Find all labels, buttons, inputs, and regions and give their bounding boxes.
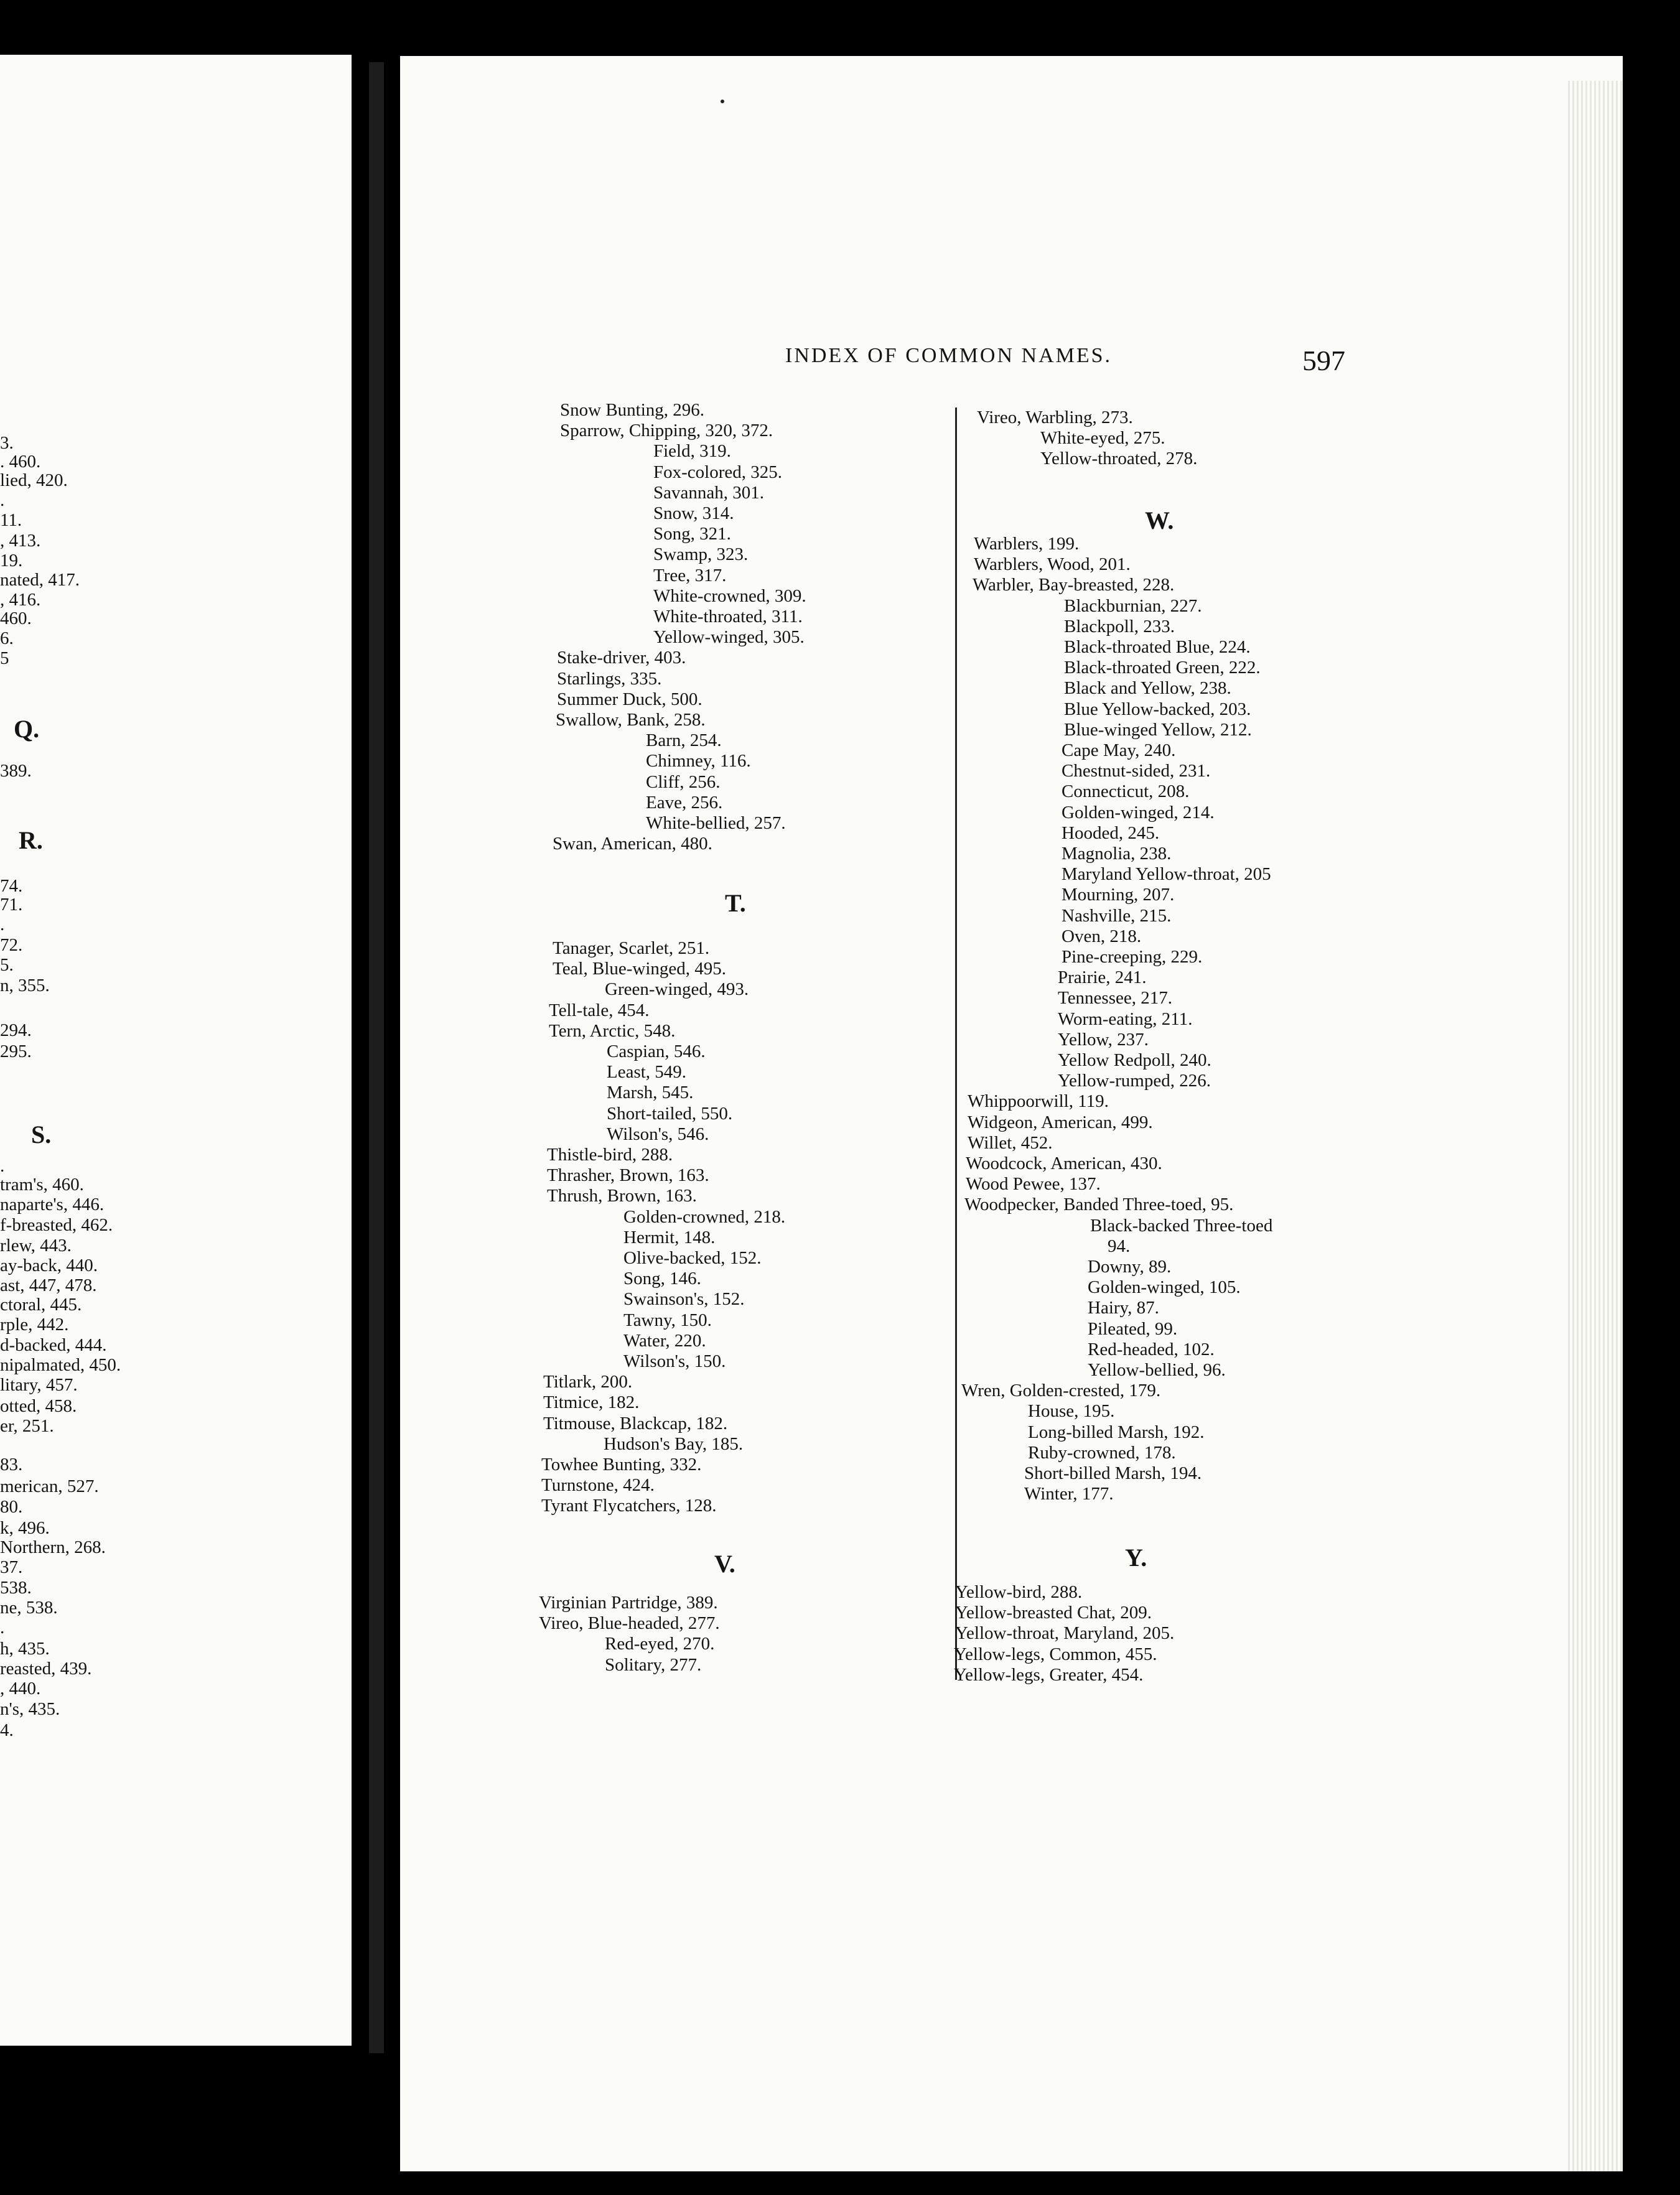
left-index-fragment: ay-back, 440.: [0, 1256, 98, 1275]
left-index-fragment: 6.: [0, 628, 14, 648]
index-entry: Woodpecker, Banded Three-toed, 95.: [964, 1195, 1234, 1215]
left-index-fragment: litary, 457.: [0, 1375, 78, 1395]
left-section-letter: S.: [31, 1121, 52, 1149]
left-index-fragment: 80.: [0, 1497, 23, 1517]
index-entry: Yellow-rumped, 226.: [1058, 1071, 1211, 1091]
left-index-fragment: 71.: [0, 895, 23, 915]
left-index-fragment: h, 435.: [0, 1639, 50, 1659]
left-index-fragment: ctoral, 445.: [0, 1295, 82, 1315]
index-entry: Vireo, Blue-headed, 277.: [539, 1613, 720, 1634]
index-entry: Worm-eating, 211.: [1058, 1009, 1193, 1029]
left-index-fragment: 72.: [0, 935, 23, 955]
speck: [721, 100, 724, 103]
index-entry: Hairy, 87.: [1088, 1298, 1159, 1318]
index-entry: Barn, 254.: [646, 730, 722, 751]
index-entry: Marsh, 545.: [607, 1083, 694, 1103]
left-index-fragment: 460.: [0, 608, 32, 628]
index-entry: Savannah, 301.: [653, 482, 764, 503]
left-index-fragment: f-breasted, 462.: [0, 1215, 113, 1235]
left-index-fragment: 74.: [0, 876, 23, 896]
index-entry: Warblers, 199.: [974, 534, 1080, 554]
index-entry: Field, 319.: [653, 441, 731, 462]
index-entry: Snow, 314.: [653, 503, 734, 523]
index-entry: Pileated, 99.: [1088, 1318, 1178, 1339]
index-entry: Swainson's, 152.: [623, 1289, 745, 1310]
index-entry: Summer Duck, 500.: [557, 689, 702, 709]
index-entry: Yellow-winged, 305.: [653, 627, 805, 648]
left-index-fragment: 294.: [0, 1020, 32, 1040]
index-entry: Yellow Redpoll, 240.: [1058, 1050, 1211, 1070]
index-entry: Song, 146.: [623, 1269, 701, 1289]
index-entry: Short-billed Marsh, 194.: [1024, 1463, 1202, 1483]
index-entry: Swallow, Bank, 258.: [556, 710, 706, 730]
index-entry: Tennessee, 217.: [1058, 988, 1172, 1009]
left-index-fragment: ne, 538.: [0, 1598, 58, 1618]
index-entry: Yellow-legs, Greater, 454.: [954, 1664, 1144, 1685]
index-entry: Golden-winged, 214.: [1062, 802, 1215, 823]
index-entry: Cape May, 240.: [1062, 740, 1176, 760]
index-entry: Snow Bunting, 296.: [560, 400, 705, 420]
page-number: 597: [1302, 345, 1345, 376]
index-entry: Blue-winged Yellow, 212.: [1064, 719, 1252, 740]
index-entry: Eave, 256.: [646, 792, 723, 813]
index-entry: Chestnut-sided, 231.: [1062, 761, 1211, 781]
left-index-fragment: .: [0, 915, 5, 934]
index-entry: House, 195.: [1028, 1401, 1115, 1422]
index-entry: Downy, 89.: [1088, 1257, 1172, 1277]
left-index-fragment: .: [0, 1156, 5, 1176]
index-entry: White-throated, 311.: [653, 607, 803, 627]
left-index-fragment: rlew, 443.: [0, 1236, 72, 1256]
index-entry: Wilson's, 150.: [623, 1351, 726, 1371]
index-entry: Cliff, 256.: [646, 771, 721, 792]
left-index-fragment: Northern, 268.: [0, 1537, 106, 1557]
index-entry: Blackpoll, 233.: [1064, 616, 1175, 636]
index-entry: Tawny, 150.: [623, 1310, 712, 1330]
index-entry: Teal, Blue-winged, 495.: [553, 959, 727, 979]
index-entry: Song, 321.: [653, 524, 731, 544]
index-entry: Starlings, 335.: [557, 668, 662, 689]
left-index-fragment: tram's, 460.: [0, 1175, 84, 1195]
index-entry: Blue Yellow-backed, 203.: [1064, 699, 1251, 719]
left-index-fragment: otted, 458.: [0, 1396, 77, 1416]
index-entry: Olive-backed, 152.: [623, 1248, 762, 1268]
left-index-fragment: reasted, 439.: [0, 1659, 92, 1679]
index-entry: Sparrow, Chipping, 320, 372.: [560, 421, 773, 441]
index-entry: Black-throated Green, 222.: [1064, 658, 1261, 678]
left-index-fragment: d-backed, 444.: [0, 1335, 107, 1355]
index-entry: Pine-creeping, 229.: [1062, 947, 1203, 967]
index-entry: Wood Pewee, 137.: [966, 1174, 1101, 1195]
left-index-fragment: , 440.: [0, 1679, 41, 1699]
index-entry: Hudson's Bay, 185.: [604, 1433, 744, 1454]
left-index-fragment: lied, 420.: [0, 470, 68, 490]
index-entry: Warbler, Bay-breasted, 228.: [973, 575, 1175, 595]
index-entry: Swamp, 323.: [653, 544, 749, 565]
index-entry: Titlark, 200.: [543, 1372, 633, 1392]
index-entry: Maryland Yellow-throat, 205: [1062, 864, 1271, 885]
index-entry: 94.: [1108, 1236, 1131, 1256]
left-index-fragment: nipalmated, 450.: [0, 1355, 121, 1375]
left-index-fragment: 389.: [0, 761, 32, 781]
index-entry: Yellow-throated, 278.: [1040, 449, 1198, 469]
index-entry: Whippoorwill, 119.: [968, 1091, 1109, 1112]
index-entry: Solitary, 277.: [605, 1654, 702, 1675]
index-entry: Wren, Golden-crested, 179.: [961, 1381, 1161, 1401]
index-entry: Chimney, 116.: [646, 751, 751, 771]
index-entry: Virginian Partridge, 389.: [539, 1593, 718, 1613]
running-header: INDEX OF COMMON NAMES.: [785, 344, 1113, 367]
left-index-fragment: er, 251.: [0, 1416, 54, 1436]
left-index-fragment: k, 496.: [0, 1518, 50, 1538]
index-entry: Black-backed Three-toed: [1090, 1215, 1273, 1236]
index-entry: Caspian, 546.: [607, 1042, 706, 1061]
index-entry: Yellow-throat, Maryland, 205.: [955, 1623, 1175, 1644]
left-section-letter: R.: [19, 826, 43, 854]
index-entry: Black and Yellow, 238.: [1064, 678, 1231, 699]
index-entry: Titmice, 182.: [543, 1392, 640, 1413]
index-entry: Turnstone, 424.: [541, 1475, 655, 1496]
index-entry: Willet, 452.: [968, 1132, 1053, 1153]
index-entry: White-eyed, 275.: [1040, 428, 1165, 449]
index-entry: Golden-winged, 105.: [1088, 1277, 1241, 1298]
left-index-fragment: 4.: [0, 1720, 14, 1740]
index-entry: Blackburnian, 227.: [1064, 595, 1202, 616]
index-entry: Warblers, Wood, 201.: [974, 554, 1131, 575]
index-entry: Green-winged, 493.: [605, 979, 749, 1000]
index-entry: Tyrant Flycatchers, 128.: [541, 1496, 717, 1516]
index-entry: Tell-tale, 454.: [549, 1000, 650, 1020]
left-index-fragment: n's, 435.: [0, 1699, 60, 1719]
index-entry: Magnolia, 238.: [1062, 844, 1172, 864]
index-entry: Short-tailed, 550.: [607, 1103, 733, 1124]
left-index-fragment: 3.: [0, 433, 14, 453]
index-entry: Yellow-bellied, 96.: [1088, 1360, 1226, 1380]
index-entry: Yellow-breasted Chat, 209.: [955, 1603, 1152, 1623]
index-entry: Hermit, 148.: [623, 1227, 716, 1247]
index-entry: Yellow-bird, 288.: [955, 1582, 1083, 1602]
left-index-fragment: .: [0, 490, 5, 510]
left-index-fragment: 5.: [0, 955, 14, 975]
left-index-fragment: . 460.: [0, 452, 41, 472]
left-index-fragment: .: [0, 1618, 5, 1638]
left-index-fragment: , 416.: [0, 590, 41, 610]
index-entry: Connecticut, 208.: [1062, 781, 1190, 802]
left-index-fragment: naparte's, 446.: [0, 1195, 105, 1214]
left-index-fragment: merican, 527.: [0, 1476, 99, 1496]
left-index-fragment: nated, 417.: [0, 570, 80, 590]
left-index-fragment: 11.: [0, 510, 22, 530]
index-entry: Thrush, Brown, 163.: [547, 1186, 697, 1206]
index-entry: Towhee Bunting, 332.: [541, 1455, 702, 1475]
index-entry: Woodcock, American, 430.: [966, 1153, 1162, 1173]
index-entry: Fox-colored, 325.: [653, 462, 782, 482]
index-entry: Mourning, 207.: [1062, 885, 1175, 905]
index-entry: Black-throated Blue, 224.: [1064, 637, 1251, 657]
section-letter-t: T.: [725, 889, 746, 917]
index-entry: Tree, 317.: [653, 565, 727, 585]
index-entry: Prairie, 241.: [1058, 967, 1147, 988]
index-entry: Golden-crowned, 218.: [623, 1206, 786, 1227]
index-entry: Tanager, Scarlet, 251.: [553, 938, 710, 958]
index-entry: Water, 220.: [623, 1330, 706, 1351]
index-entry: White-bellied, 257.: [646, 813, 786, 833]
left-index-fragment: n, 355.: [0, 976, 50, 995]
section-letter-w: W.: [1145, 506, 1174, 534]
index-entry: Vireo, Warbling, 273.: [977, 408, 1133, 427]
left-index-fragment: rple, 442.: [0, 1315, 69, 1335]
index-entry: Least, 549.: [607, 1062, 687, 1083]
index-entry: Wilson's, 546.: [607, 1124, 709, 1144]
section-letter-y: Y.: [1125, 1544, 1147, 1572]
section-letter-v: V.: [714, 1550, 735, 1578]
index-entry: Red-headed, 102.: [1088, 1339, 1215, 1359]
column-rule: [955, 408, 957, 1680]
index-entry: White-crowned, 309.: [653, 585, 806, 606]
index-entry: Ruby-crowned, 178.: [1028, 1442, 1176, 1463]
index-entry: Red-eyed, 270.: [605, 1634, 715, 1654]
left-section-letter: Q.: [14, 715, 40, 743]
index-entry: Hooded, 245.: [1062, 823, 1160, 843]
index-entry: Yellow-legs, Common, 455.: [954, 1644, 1157, 1664]
index-entry: Thrasher, Brown, 163.: [547, 1165, 709, 1186]
index-entry: Titmouse, Blackcap, 182.: [543, 1413, 728, 1433]
index-entry: Winter, 177.: [1024, 1484, 1114, 1504]
index-entry: Stake-driver, 403.: [557, 648, 686, 668]
index-entry: Swan, American, 480.: [553, 834, 712, 854]
index-entry: Oven, 218.: [1062, 926, 1142, 946]
left-index-fragment: 538.: [0, 1578, 32, 1598]
left-index-fragment: 83.: [0, 1455, 23, 1475]
index-entry: Yellow, 237.: [1058, 1029, 1149, 1050]
index-entry: Widgeon, American, 499.: [968, 1112, 1153, 1132]
left-index-fragment: 295.: [0, 1042, 32, 1061]
left-index-fragment: ast, 447, 478.: [0, 1275, 97, 1295]
left-index-fragment: 37.: [0, 1557, 23, 1577]
left-index-fragment: 19.: [0, 551, 23, 571]
index-entry: Tern, Arctic, 548.: [549, 1020, 676, 1041]
left-index-fragment: 5: [0, 648, 9, 668]
index-entry: Thistle-bird, 288.: [547, 1145, 673, 1165]
index-entry: Long-billed Marsh, 192.: [1028, 1422, 1205, 1442]
left-index-fragment: , 413.: [0, 531, 41, 551]
index-entry: Nashville, 215.: [1062, 905, 1172, 926]
